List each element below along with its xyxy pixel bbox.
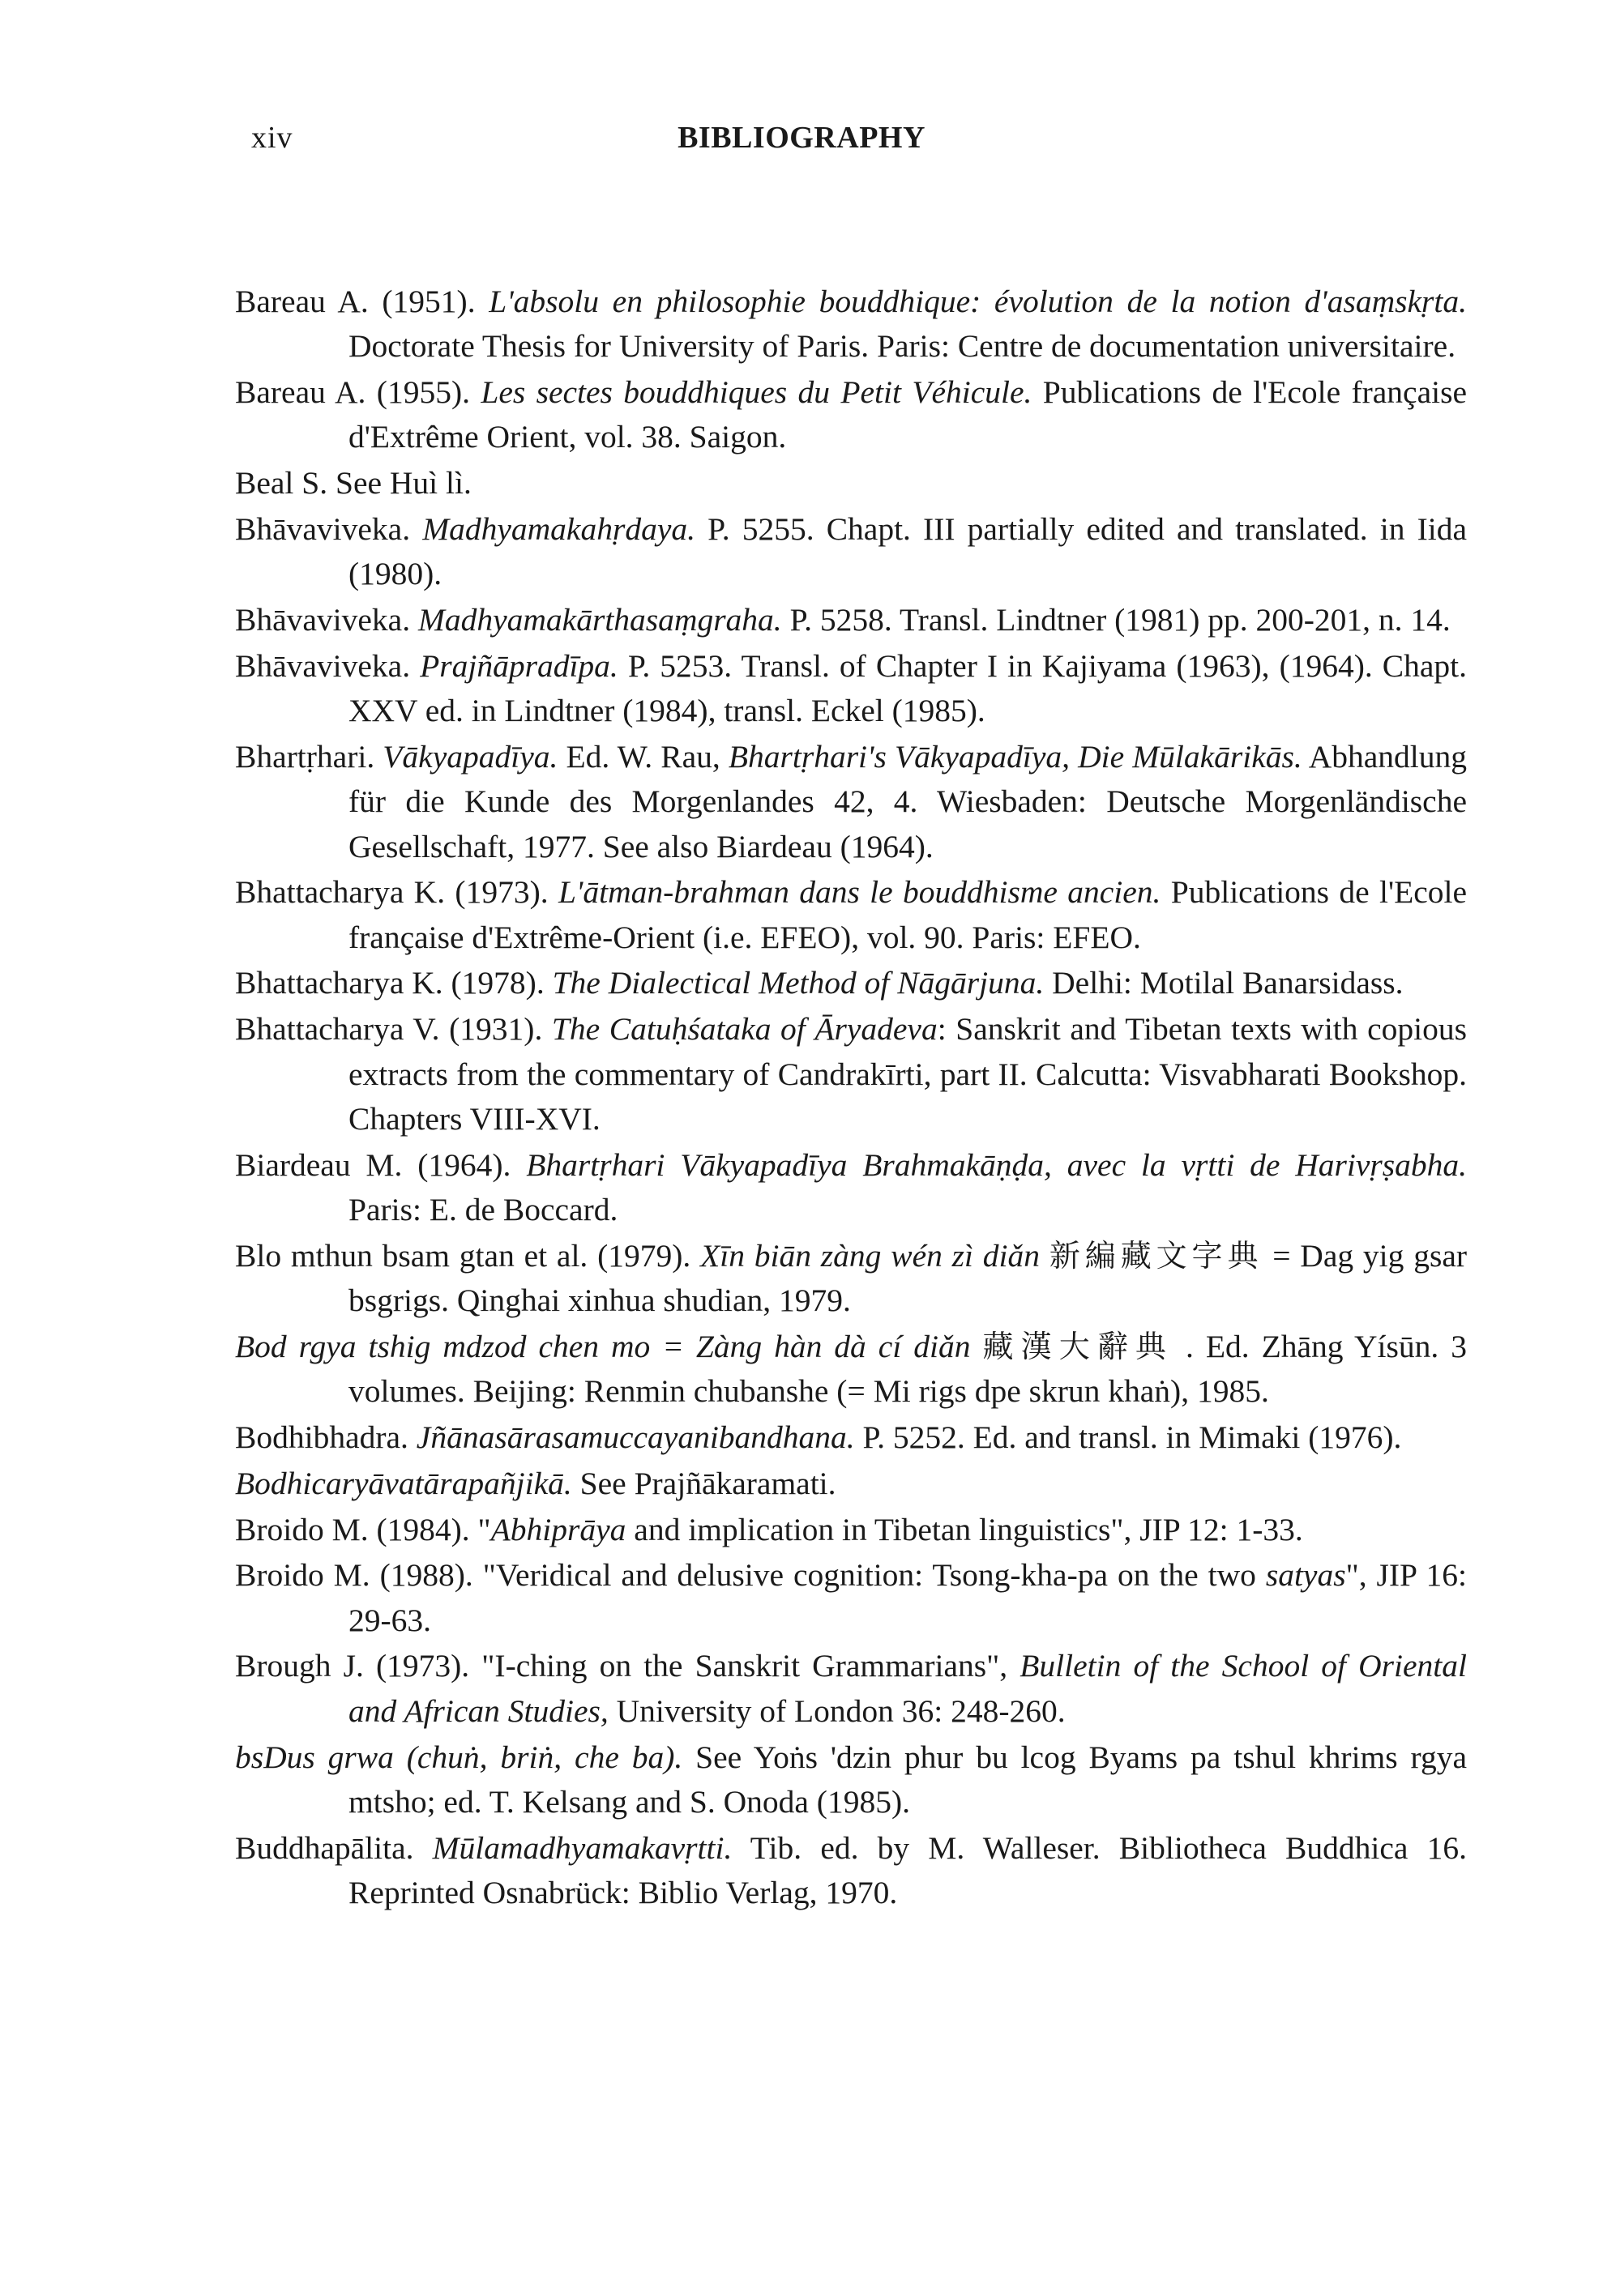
italic-title: L'absolu en philosophie bouddhique: évolution de la notion d'asaṃskṛta.: [489, 284, 1468, 319]
entry-text: Bodhibhadra.: [235, 1419, 417, 1455]
entry-text: Publications de l'Ecole française d'Extrême-Orient (i.e. EFEO), vol. 90. Paris: EFEO.: [348, 874, 1467, 955]
italic-title: satyas: [1265, 1557, 1346, 1594]
bibliography-entry: [235, 370, 1467, 460]
bibliography-entry: [235, 1644, 1467, 1734]
bibliography-entry: [235, 461, 1467, 506]
italic-title: Les sectes bouddhiques du Petit Véhicule.: [481, 374, 1032, 411]
bibliography-entry: [235, 280, 1467, 369]
entry-text: P. 5258. Transl. Lindtner (1981) pp. 200-201, n. 14.: [781, 602, 1451, 638]
bibliography-entry: [235, 598, 1467, 642]
entry-text: University of London 36: 248-260.: [608, 1692, 1066, 1729]
entry-text: Bhattacharya K. (1978).: [235, 965, 553, 1001]
italic-title: Bhartṛhari's Vākyapadīya, Die Mūlakārikās.: [728, 738, 1302, 775]
bibliography-entry: [235, 1462, 1467, 1506]
bibliography-entry: [235, 1325, 1467, 1415]
bibliography-entry: [235, 1007, 1467, 1142]
entry-text: = Dag yig gsar bsgrigs. Qinghai xinhua shudian, 1979.: [348, 1237, 1468, 1319]
bibliography-entry: [235, 1415, 1467, 1460]
entry-text: Bhāvaviveka.: [235, 647, 421, 684]
entry-text: Bhattacharya V. (1931).: [235, 1011, 552, 1048]
entry-text: Abhandlung für die Kunde des Morgenlandes 42, 4. Wiesbaden: Deutsche Morgenländische Gesellschaft, 1977. See also Biardeau (1964).: [348, 738, 1467, 864]
entry-text: Ed. W. Rau,: [558, 738, 729, 775]
cjk-title: 新編藏文字典: [1049, 1237, 1263, 1274]
bibliography-entry: [235, 1508, 1467, 1552]
entry-text: ", JIP 16: 29-63.: [348, 1557, 1467, 1638]
entry-text: Broido M. (1988). "Veridical and delusive cognition: Tsong-kha-pa on the two: [235, 1557, 1266, 1594]
italic-title: Xīn biān zàng wén zì diǎn: [700, 1237, 1041, 1274]
entry-text: [971, 1329, 983, 1364]
entry-text: Delhi: Motilal Banarsidass.: [1044, 965, 1404, 1001]
entry-text: Bareau A. (1955).: [235, 374, 481, 411]
cjk-title: 藏漢大辭典: [982, 1328, 1174, 1364]
entry-text: Beal S. See Huì lì.: [235, 465, 472, 501]
italic-title: Vākyapadīya.: [383, 738, 558, 775]
running-head: BIBLIOGRAPHY: [678, 121, 925, 155]
page-number: xiv: [251, 121, 293, 155]
entry-text: Biardeau M. (1964).: [235, 1146, 527, 1183]
entry-text: Publications de l'Ecole française d'Extrême Orient, vol. 38. Saigon.: [348, 374, 1468, 455]
bibliography-list: [235, 280, 1467, 1917]
italic-title: Bod rgya tshig mdzod chen mo = Zàng hàn dà cí diǎn: [235, 1328, 971, 1364]
bibliography-entry: [235, 735, 1467, 869]
entry-text: P. 5252. Ed. and transl. in Mimaki (1976).: [854, 1419, 1402, 1455]
entry-text: Bhāvaviveka.: [235, 510, 423, 547]
entry-text: Bhāvaviveka.: [235, 602, 418, 638]
entry-text: [1040, 1238, 1049, 1274]
italic-title: Bhartṛhari Vākyapadīya Brahmakāṇḍa, avec la vṛtti de Harivṛṣabha.: [526, 1146, 1467, 1183]
bibliography-entry: [235, 507, 1467, 597]
entry-text: Broido M. (1984). ": [235, 1511, 491, 1547]
italic-title: Bodhicaryāvatārapañjikā.: [235, 1465, 572, 1501]
bibliography-entry: [235, 870, 1467, 960]
entry-text: Bhattacharya K. (1973).: [235, 874, 558, 911]
entry-text: See Prajñākaramati.: [571, 1465, 836, 1501]
entry-text: : Sanskrit and Tibetan texts with copious extracts from the commentary of Candrakīrti, part II. Calcutta: Visvabharati Bookshop. Chapters VIII-XVI.: [348, 1011, 1467, 1137]
entry-text: Buddhapālita.: [235, 1829, 433, 1866]
bibliography-entry: [235, 1553, 1467, 1643]
entry-text: and implication in Tibetan linguistics", JIP 12: 1-33.: [626, 1511, 1303, 1547]
bibliography-entry: [235, 1143, 1467, 1233]
italic-title: bsDus grwa (chuṅ, briṅ, che ba).: [235, 1739, 683, 1775]
entry-text: Brough J. (1973). "I-ching on the Sanskrit Grammarians",: [235, 1648, 1020, 1684]
entry-text: Tib. ed. by M. Walleser. Bibliotheca Buddhica 16. Reprinted Osnabrück: Biblio Verlag, 1970.: [348, 1829, 1467, 1910]
bibliography-entry: [235, 1234, 1467, 1324]
entry-text: P. 5253. Transl. of Chapter I in Kajiyama (1963), (1964). Chapt. XXV ed. in Lindtner (1984), transl. Eckel (1985).: [348, 647, 1467, 729]
italic-title: Mūlamadhyamakavṛtti.: [432, 1829, 733, 1866]
italic-title: Prajñāpradīpa.: [420, 647, 618, 684]
italic-title: The Catuḥśataka of Āryadeva: [551, 1011, 938, 1048]
italic-title: Madhyamakārthasaṃgraha.: [417, 602, 782, 638]
entry-text: P. 5255. Chapt. III partially edited and translated. in Iida (1980).: [348, 510, 1467, 592]
entry-text: Paris: E. de Boccard.: [348, 1191, 618, 1227]
bibliography-entry: [235, 1735, 1467, 1825]
entry-text: See Yoṅs 'dzin phur bu lcog Byams pa tshul khrims rgya mtsho; ed. T. Kelsang and S. Onoda (1985).: [348, 1739, 1467, 1820]
italic-title: Madhyamakahṛdaya.: [422, 510, 695, 547]
italic-title: Abhiprāya: [490, 1511, 626, 1547]
italic-title: L'ātman-brahman dans le bouddhisme ancien.: [558, 874, 1161, 911]
entry-text: Bareau A. (1951).: [235, 284, 489, 319]
entry-text: Blo mthun bsam gtan et al. (1979).: [235, 1237, 701, 1274]
italic-title: The Dialectical Method of Nāgārjuna.: [552, 965, 1045, 1001]
bibliography-entry: [235, 1826, 1467, 1916]
entry-text: Doctorate Thesis for University of Paris. Paris: Centre de documentation universitaire.: [348, 328, 1456, 365]
bibliography-entry: [235, 961, 1467, 1005]
italic-title: Jñānasārasamuccayanibandhana.: [416, 1419, 855, 1455]
entry-text: Bhartṛhari.: [235, 738, 383, 775]
entry-text: . Ed. Zhāng Yísūn. 3 volumes. Beijing: Renmin chubanshe (= Mi rigs dpe skrun khaṅ), 1985.: [348, 1328, 1467, 1410]
bibliography-entry: [235, 644, 1467, 734]
italic-title: Bulletin of the School of Oriental and African Studies,: [348, 1648, 1467, 1729]
